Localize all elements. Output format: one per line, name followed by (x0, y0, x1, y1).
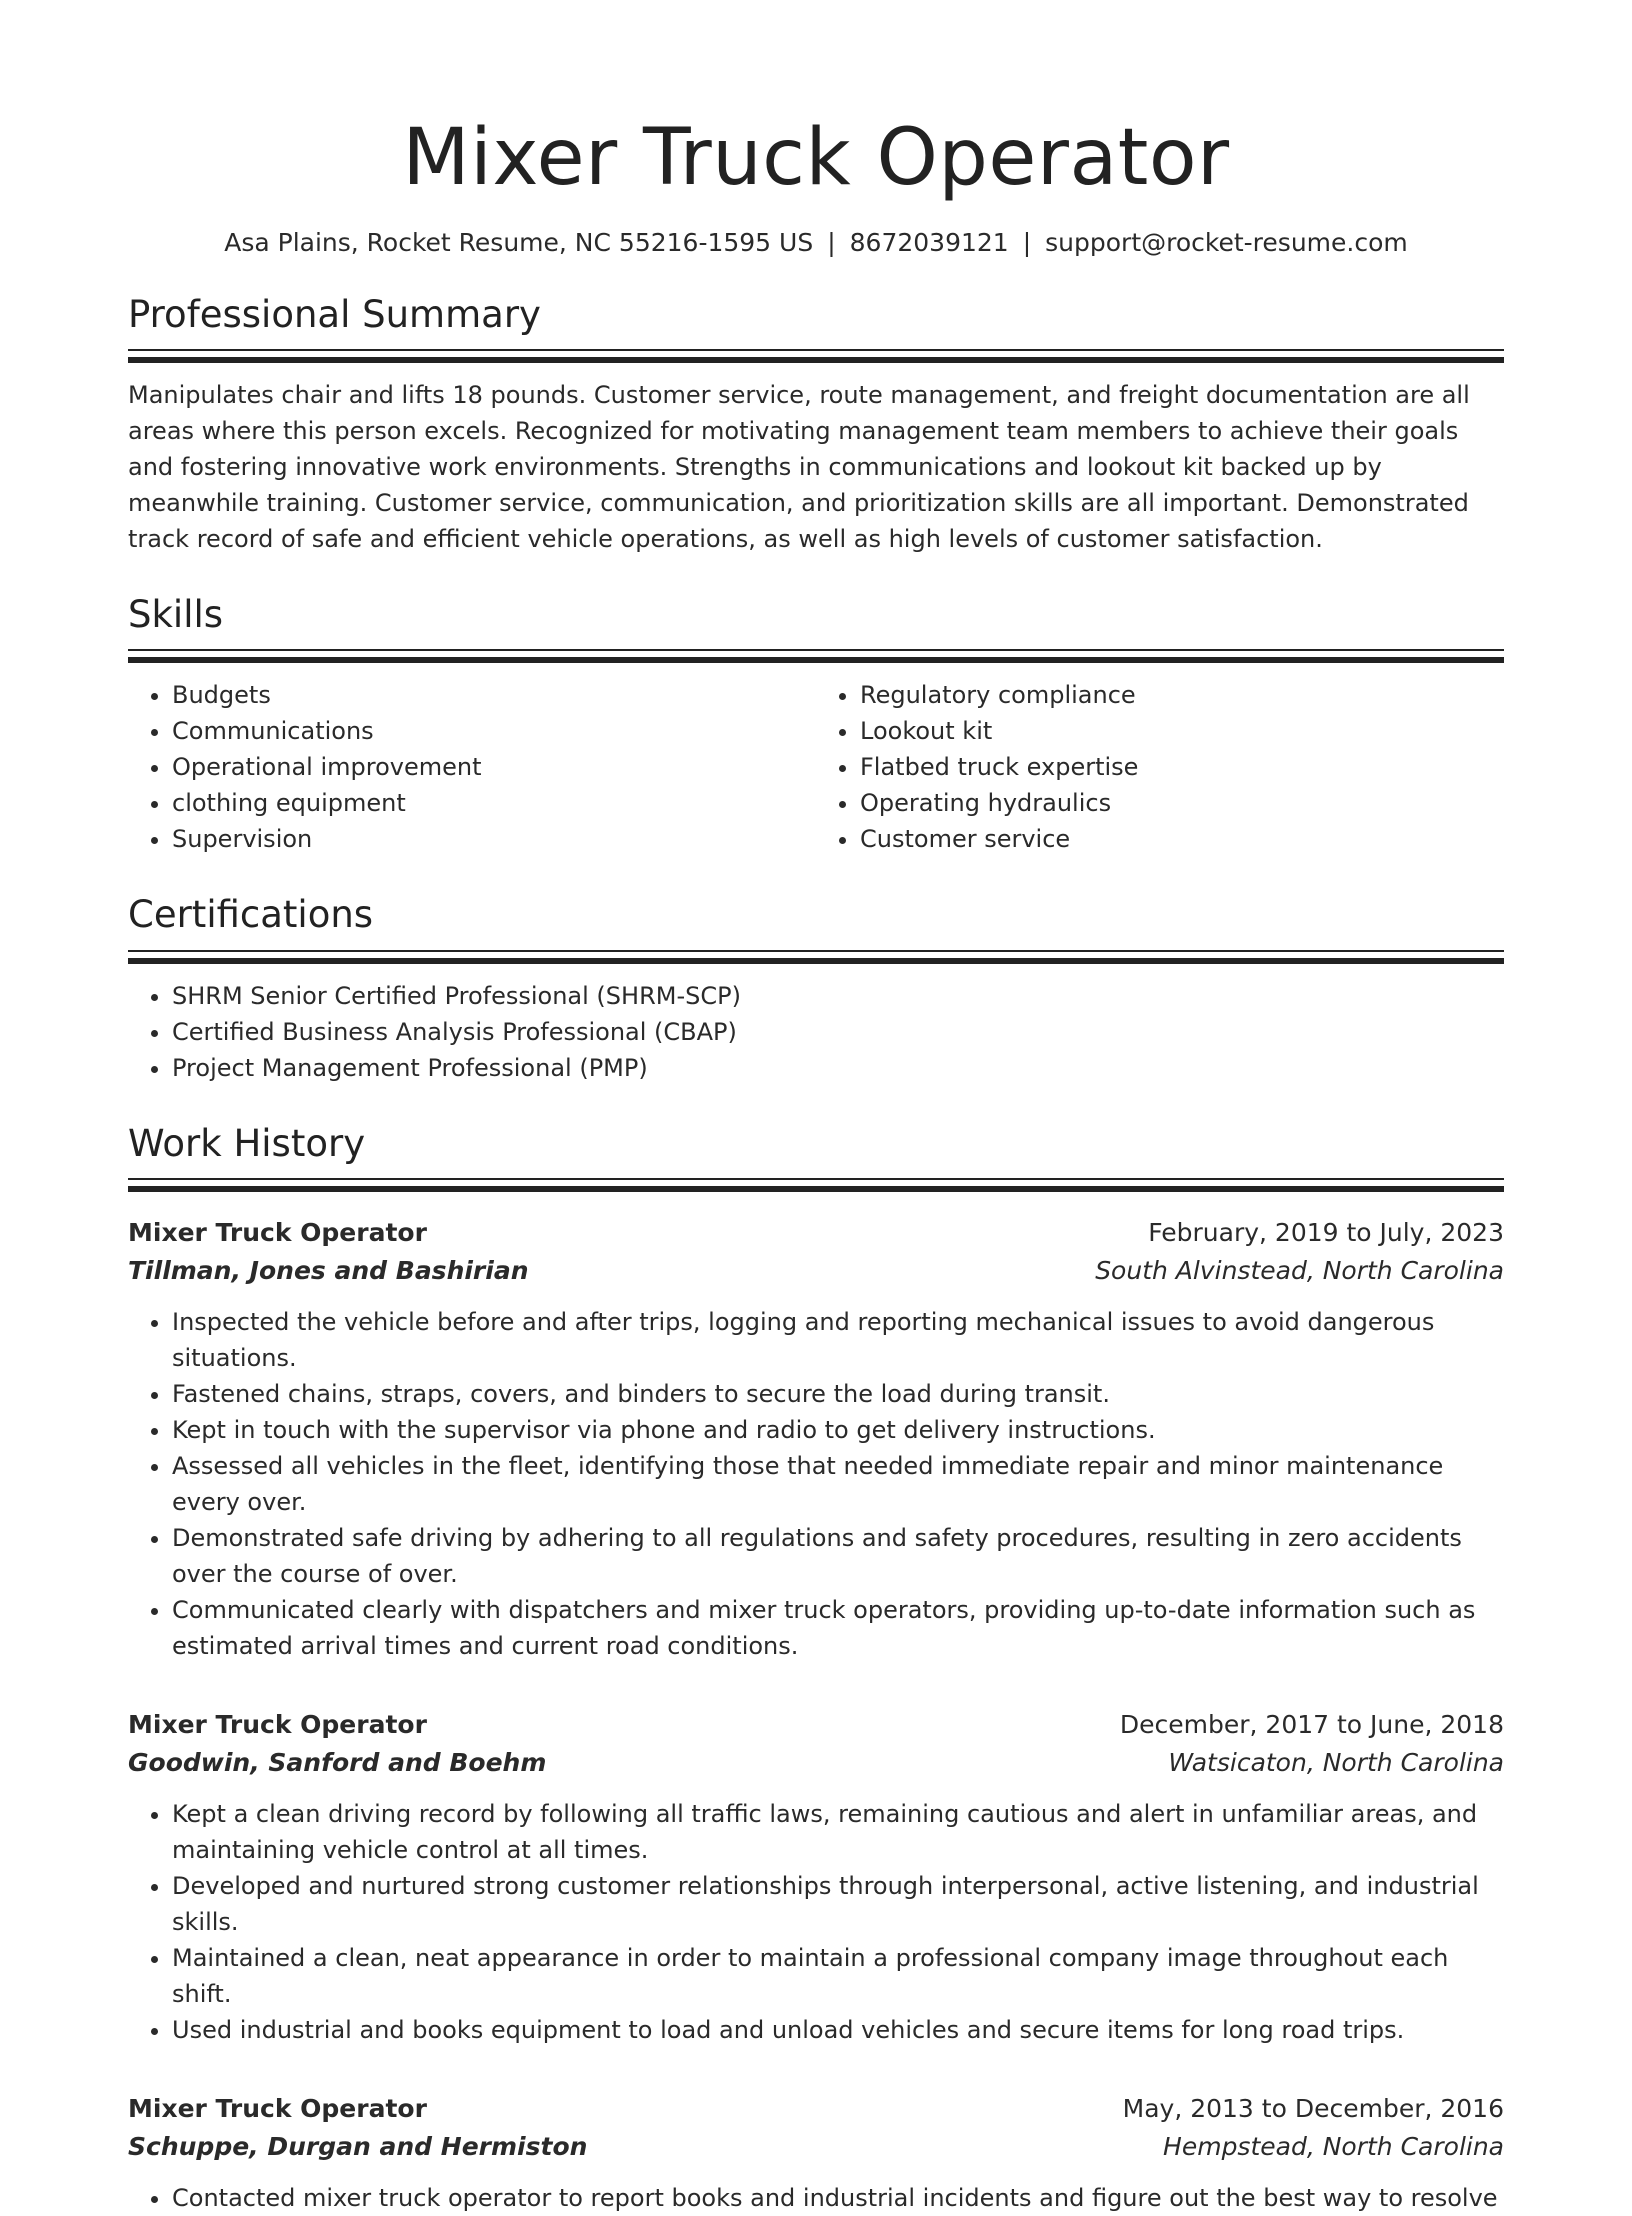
job-bullets (128, 2180, 1504, 2216)
section-rule-thin (128, 349, 1504, 351)
job-bullets (128, 1796, 1504, 2048)
contact-address: Asa Plains, Rocket Resume, NC 55216-1595 US (224, 227, 814, 257)
section-rule-thick (128, 357, 1504, 363)
contact-separator: | (827, 227, 836, 257)
job-location: Hempstead, North Carolina (1163, 2132, 1504, 2162)
job-entry (128, 1214, 1504, 1664)
job-bullet: • Assessed all vehicles in the fleet, identifying those that needed immediate repair and minor maintenance every over. (172, 1448, 1504, 1520)
job-bullet: • Kept in touch with the supervisor via phone and radio to get delivery instructions. (172, 1412, 1504, 1448)
job-title: Mixer Truck Operator (128, 1218, 427, 1248)
contact-separator: | (1022, 227, 1032, 257)
section-title-work-history: Work History (128, 1121, 366, 1165)
job-bullet: • Demonstrated safe driving by adhering to all regulations and safety procedures, resulting in zero accidents over the course of over. (172, 1520, 1504, 1592)
job-company-row (128, 2128, 1504, 2166)
certifications-list (128, 978, 1504, 1086)
job-bullet: • Fastened chains, straps, covers, and binders to secure the load during transit. (172, 1376, 1504, 1412)
job-bullets (128, 1304, 1504, 1664)
job-bullet: • Contacted mixer truck operator to report books and industrial incidents and figure out the best way to resolve (172, 2180, 1504, 2216)
section-certifications (128, 893, 1504, 1085)
skill-item: • clothing equipment (172, 785, 816, 821)
job-company: Tillman, Jones and Bashirian (128, 1256, 529, 1286)
section-rule-thick (128, 958, 1504, 964)
certification-item: • SHRM Senior Certified Professional (SHRM-SCP) (172, 978, 1504, 1014)
section-rule-thick (128, 1186, 1504, 1192)
skill-item: • Customer service (860, 821, 1504, 857)
summary-text: Manipulates chair and lifts 18 pounds. Customer service, route management, and freight documentation are all areas where this person excels. Recognized for motivating management team members to achieve their goals and fostering innovative work environments. Strengths in communications and lookout kit backed up by meanwhile training. Customer service, communication, and prioritization skills are all important. Demonstrated track record of safe and efficient vehicle operations, as well as high levels of customer satisfaction. (128, 380, 1470, 553)
certification-item: • Project Management Professional (PMP) (172, 1050, 1504, 1086)
skill-item: • Flatbed truck expertise (860, 749, 1504, 785)
section-title-certifications: Certifications (128, 893, 374, 937)
contact-phone: 8672039121 (849, 227, 1009, 257)
job-title: Mixer Truck Operator (128, 1710, 427, 1740)
job-header-row (128, 1214, 1504, 1252)
skill-item: • Lookout kit (860, 713, 1504, 749)
section-title-summary: Professional Summary (128, 292, 541, 336)
skill-item: • Operational improvement (172, 749, 816, 785)
contact-email: support@rocket-resume.com (1045, 227, 1408, 257)
resume-name: Mixer Truck Operator (402, 113, 1230, 203)
job-bullet: • Kept a clean driving record by following all traffic laws, remaining cautious and alert in unfamiliar areas, and maintaining vehicle control at all times. (172, 1796, 1504, 1868)
job-dates: December, 2017 to June, 2018 (1119, 1710, 1504, 1740)
job-header-row (128, 2090, 1504, 2128)
job-title: Mixer Truck Operator (128, 2094, 427, 2124)
job-company-row (128, 1252, 1504, 1290)
section-title-skills: Skills (128, 592, 224, 636)
job-bullet: • Developed and nurtured strong customer relationships through interpersonal, active listening, and industrial skills. (172, 1868, 1504, 1940)
job-company: Schuppe, Durgan and Hermiston (128, 2132, 588, 2162)
skills-list-right (816, 677, 1504, 857)
job-company: Goodwin, Sanford and Boehm (128, 1748, 547, 1778)
skills-list-left (128, 677, 816, 857)
certification-item: • Certified Business Analysis Professional (CBAP) (172, 1014, 1504, 1050)
skill-item: • Communications (172, 713, 816, 749)
section-rule-thick (128, 657, 1504, 663)
section-work-history (128, 1122, 1504, 2216)
job-bullet: • Used industrial and books equipment to load and unload vehicles and secure items for long road trips. (172, 2012, 1504, 2048)
section-rule-thin (128, 1178, 1504, 1180)
contact-line (128, 228, 1504, 257)
job-header-row (128, 1706, 1504, 1744)
section-rule-thin (128, 649, 1504, 651)
section-rule-thin (128, 950, 1504, 952)
section-skills (128, 593, 1504, 857)
skills-grid (128, 677, 1504, 857)
skill-item: • Budgets (172, 677, 816, 713)
section-summary (128, 293, 1504, 557)
job-dates: February, 2019 to July, 2023 (1148, 1218, 1504, 1248)
job-bullet: • Inspected the vehicle before and after trips, logging and reporting mechanical issues to avoid dangerous situations. (172, 1304, 1504, 1376)
job-bullet: • Communicated clearly with dispatchers and mixer truck operators, providing up-to-date information such as estimated arrival times and current road conditions. (172, 1592, 1504, 1664)
job-location: South Alvinstead, North Carolina (1095, 1256, 1504, 1286)
skill-item: • Operating hydraulics (860, 785, 1504, 821)
skill-item: • Supervision (172, 821, 816, 857)
job-dates: May, 2013 to December, 2016 (1122, 2094, 1504, 2124)
job-entry (128, 2090, 1504, 2216)
job-company-row (128, 1744, 1504, 1782)
job-location: Watsicaton, North Carolina (1168, 1748, 1504, 1778)
skill-item: • Regulatory compliance (860, 677, 1504, 713)
job-bullet: • Maintained a clean, neat appearance in order to maintain a professional company image throughout each shift. (172, 1940, 1504, 2012)
job-entry (128, 1706, 1504, 2048)
